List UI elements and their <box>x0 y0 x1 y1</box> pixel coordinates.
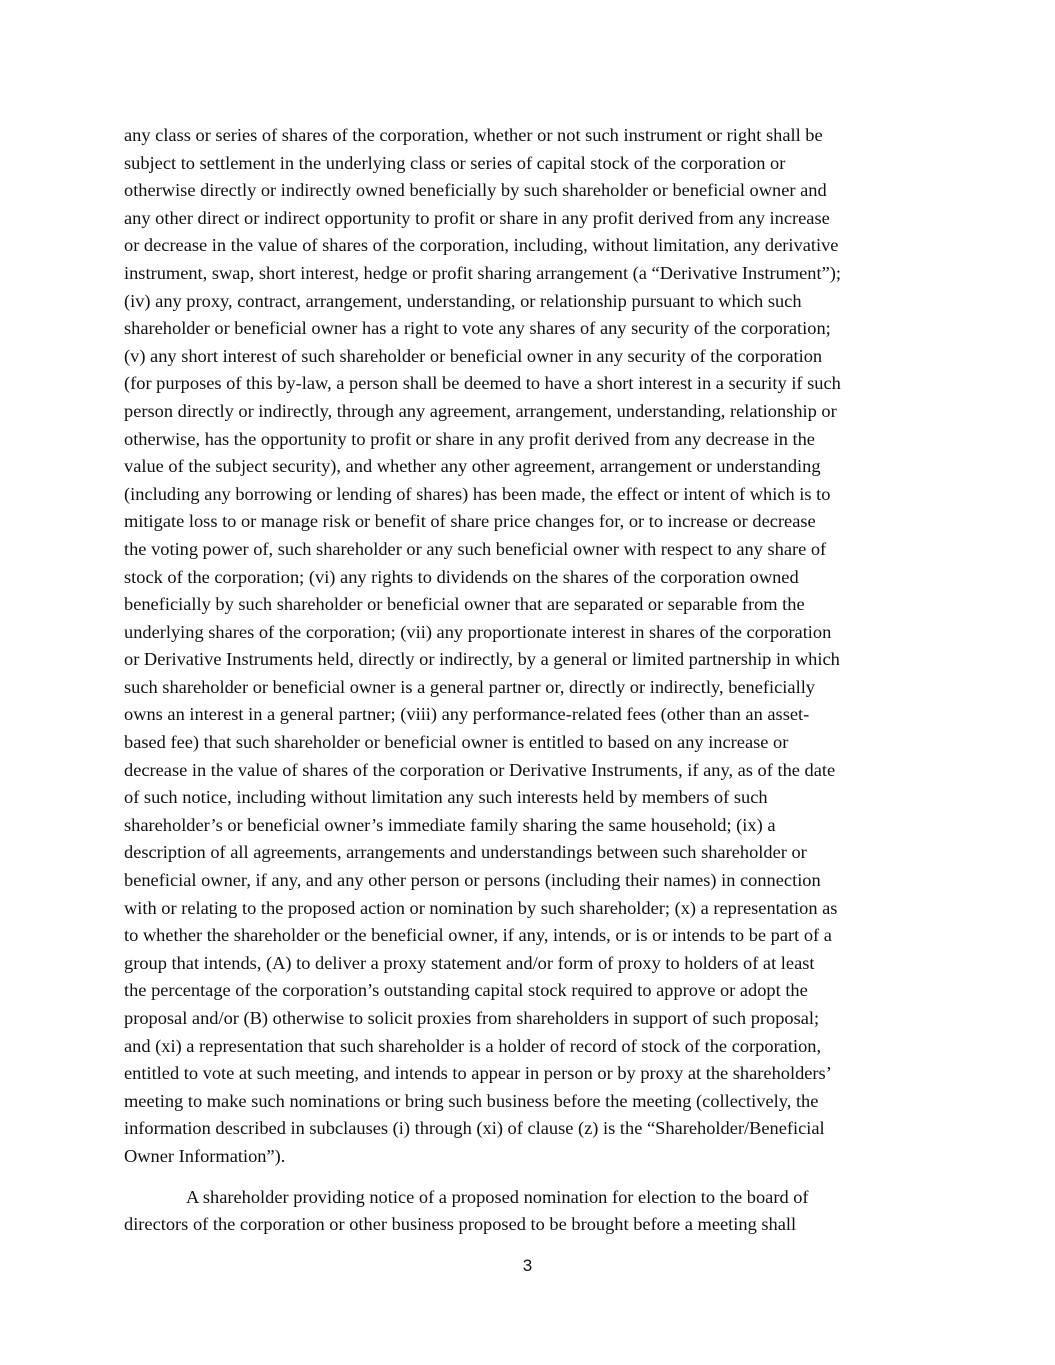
document-body <box>124 122 944 1239</box>
text-line: otherwise directly or indirectly owned beneficially by such shareholder or beneficial owner and <box>124 180 827 201</box>
text-line: subject to settlement in the underlying class or series of capital stock of the corporation or <box>124 152 786 173</box>
text-line: of such notice, including without limitation any such interests held by members of such <box>124 787 768 808</box>
text-line: the percentage of the corporation’s outstanding capital stock required to approve or adopt the <box>124 980 808 1001</box>
text-line: (iv) any proxy, contract, arrangement, understanding, or relationship pursuant to which such <box>124 290 802 311</box>
text-line: with or relating to the proposed action or nomination by such shareholder; (x) a representation as <box>124 897 838 918</box>
paragraph-2 <box>124 1184 944 1239</box>
text-line: beneficial owner, if any, and any other person or persons (including their names) in connection <box>124 870 821 891</box>
text-line: otherwise, has the opportunity to profit or share in any profit derived from any decrease in the <box>124 428 815 449</box>
text-line: beneficially by such shareholder or beneficial owner that are separated or separable from the <box>124 594 805 615</box>
text-line: (v) any short interest of such shareholder or beneficial owner in any security of the corporation <box>124 345 823 366</box>
text-line: stock of the corporation; (vi) any rights to dividends on the shares of the corporation owned <box>124 566 799 587</box>
text-line: A shareholder providing notice of a proposed nomination for election to the board of <box>186 1186 809 1207</box>
text-line: owns an interest in a general partner; (viii) any performance-related fees (other than an asset- <box>124 704 810 725</box>
text-line: underlying shares of the corporation; (vii) any proportionate interest in shares of the corporation <box>124 621 832 642</box>
text-line: proposal and/or (B) otherwise to solicit proxies from shareholders in support of such proposal; <box>124 1008 820 1028</box>
paragraph-1 <box>124 122 944 1171</box>
text-line: entitled to vote at such meeting, and intends to appear in person or by proxy at the shareholders’ <box>124 1063 832 1084</box>
text-line: person directly or indirectly, through any agreement, arrangement, understanding, relationship or <box>124 400 837 421</box>
text-line: (for purposes of this by-law, a person shall be deemed to have a short interest in a security if such <box>124 373 841 394</box>
paragraph-gap <box>124 1171 944 1184</box>
text-line: decrease in the value of shares of the corporation or Derivative Instruments, if any, as of the date <box>124 759 836 780</box>
text-line: to whether the shareholder or the beneficial owner, if any, intends, or is or intends to be part of a <box>124 925 832 946</box>
text-line: such shareholder or beneficial owner is a general partner or, directly or indirectly, beneficially <box>124 676 815 697</box>
text-line: or decrease in the value of shares of the corporation, including, without limitation, any derivative <box>124 235 839 256</box>
text-line: value of the subject security), and whether any other agreement, arrangement or understanding <box>124 456 821 477</box>
page-number: 3 <box>522 1256 533 1275</box>
text-line: meeting to make such nominations or bring such business before the meeting (collectively, the <box>124 1090 819 1111</box>
text-line: description of all agreements, arrangements and understandings between such shareholder or <box>124 842 807 863</box>
text-line: directors of the corporation or other business proposed to be brought before a meeting shall <box>124 1214 797 1235</box>
text-line: or Derivative Instruments held, directly or indirectly, by a general or limited partnership in which <box>124 649 840 670</box>
text-line: mitigate loss to or manage risk or benefit of share price changes for, or to increase or decrease <box>124 511 816 532</box>
text-line: based fee) that such shareholder or beneficial owner is entitled to based on any increase or <box>124 732 789 753</box>
text-line: the voting power of, such shareholder or any such beneficial owner with respect to any share of <box>124 538 827 559</box>
text-line: Owner Information”). <box>124 1145 286 1166</box>
text-line: any other direct or indirect opportunity to profit or share in any profit derived from any increase <box>124 207 830 228</box>
text-line: and (xi) a representation that such shareholder is a holder of record of stock of the corporation, <box>124 1035 822 1056</box>
text-line: any class or series of shares of the corporation, whether or not such instrument or right shall be <box>124 125 823 145</box>
text-line: group that intends, (A) to deliver a proxy statement and/or form of proxy to holders of at least <box>124 952 815 973</box>
text-line: information described in subclauses (i) through (xi) of clause (z) is the “Shareholder/Beneficial <box>124 1118 825 1139</box>
text-line: (including any borrowing or lending of shares) has been made, the effect or intent of which is to <box>124 483 831 504</box>
text-line: instrument, swap, short interest, hedge or profit sharing arrangement (a “Derivative Instrument”); <box>124 262 842 283</box>
text-line: shareholder or beneficial owner has a right to vote any shares of any security of the corporation; <box>124 318 831 339</box>
text-line: shareholder’s or beneficial owner’s immediate family sharing the same household; (ix) a <box>124 814 776 835</box>
